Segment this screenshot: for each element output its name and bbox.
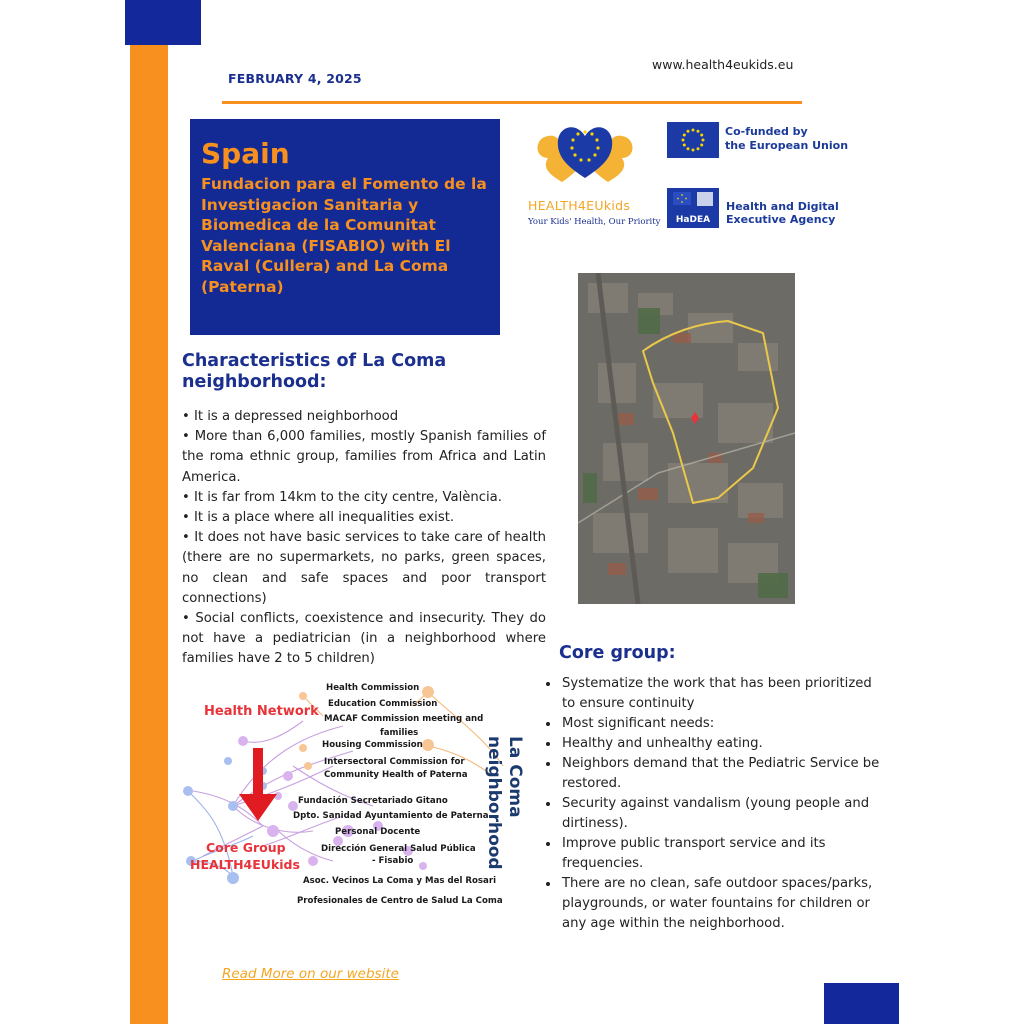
la-coma-neighborhood-label <box>483 736 525 916</box>
core-group-line-2: HEALTH4EUkids <box>190 857 300 872</box>
navy-corner-block-top <box>125 0 201 45</box>
eu-cofunded-text <box>725 125 848 153</box>
network-node-label: - Fisabio <box>372 856 414 866</box>
list-item: • Most significant needs: <box>560 714 880 734</box>
network-node-label: families <box>380 728 419 738</box>
network-node-label: Dirección General Salud Pública <box>321 844 476 854</box>
list-item: • It does not have basic services to take care of health (there are no supermarkets, no parks, green spaces, no clean and safe spaces and poor transport connections) <box>182 530 546 606</box>
header-divider <box>222 101 802 104</box>
title-country: Spain <box>201 137 290 170</box>
characteristics-list <box>182 407 546 670</box>
list-item: • It is a depressed neighborhood <box>182 409 399 424</box>
down-arrow-icon <box>239 794 277 821</box>
list-item: • Security against vandalism (young people and dirtiness). <box>560 794 880 834</box>
hadea-line-2: Executive Agency <box>726 213 836 226</box>
characteristics-heading: Characteristics of La Coma neighborhood: <box>182 351 447 392</box>
list-item: • It is a place where all inequalities exist. <box>182 510 455 526</box>
hadea-line-1: Health and Digital <box>726 200 839 213</box>
navy-corner-block-bottom <box>824 983 899 1024</box>
list-item: • Social conflicts, coexistence and insecurity. They do not have a pediatrician (in a neighborhood where families have 2 to 5 children) <box>182 611 546 667</box>
health-network-diagram <box>183 676 523 916</box>
health-network-label: Health Network <box>204 704 319 719</box>
health4eukids-hearts-logo-icon <box>534 118 636 190</box>
la-coma-line-1: La Coma <box>505 736 525 818</box>
title-organization: Fundacion para el Fomento de la Investigacion Sanitaria y Biomedica de la Comunitat Valenciana (FISABIO) with El Raval (Cullera) and La Coma (Paterna) <box>201 175 487 296</box>
orange-side-bar <box>130 0 168 1024</box>
list-item: • It is far from 14km to the city centre, València. <box>182 489 502 505</box>
list-item: • Improve public transport service and its frequencies. <box>560 834 880 874</box>
network-node-label: Health Commission <box>326 683 420 693</box>
network-node-label: Education Commission <box>328 699 438 709</box>
core-group-label <box>190 839 300 873</box>
network-node-label: Dpto. Sanidad Ayuntamiento de Paterna <box>293 811 489 821</box>
arrow-shaft <box>253 748 263 798</box>
core-group-heading: Core group: <box>559 643 676 663</box>
eu-flag-icon <box>667 122 719 158</box>
core-group-line-1: Core Group <box>206 840 286 855</box>
eu-line-1: Co-funded by <box>725 125 808 138</box>
eu-line-2: the European Union <box>725 139 849 152</box>
core-group-list <box>542 674 880 934</box>
network-node-label: Fundación Secretariado Gitano <box>298 796 448 806</box>
satellite-map-la-coma <box>578 273 795 604</box>
network-node-label: MACAF Commission meeting and <box>324 714 484 724</box>
hadea-label: HaDEA <box>675 215 711 225</box>
network-node-label: Personal Docente <box>335 827 421 837</box>
list-item: • There are no clean, safe outdoor spaces/parks, playgrounds, or water fountains for children or any age within the neighborhood. <box>560 874 880 934</box>
network-node-label: Housing Commission <box>322 740 423 750</box>
network-node-label: Intersectoral Commission for <box>324 757 465 767</box>
list-item: • Healthy and unhealthy eating. <box>560 734 880 754</box>
website-link[interactable]: www.health4eukids.eu <box>652 57 794 72</box>
list-item: • Neighbors demand that the Pediatric Service be restored. <box>560 754 880 794</box>
la-coma-line-2: neighborhood <box>484 736 504 870</box>
hadea-agency-text <box>726 200 839 226</box>
list-item: • Systematize the work that has been prioritized to ensure continuity <box>560 674 880 714</box>
network-node-label: Community Health of Paterna <box>324 770 468 780</box>
list-item: • More than 6,000 families, mostly Spanish families of the roma ethnic group, families from Africa and Latin America. <box>182 429 546 485</box>
project-name: HEALTH4EUkids <box>528 198 631 213</box>
publication-date: FEBRUARY 4, 2025 <box>228 71 362 86</box>
read-more-link[interactable]: Read More on our website <box>222 966 399 982</box>
project-tagline: Your Kids' Health, Our Priority <box>528 217 661 227</box>
network-node-label: Profesionales de Centro de Salud La Coma <box>297 896 503 906</box>
network-node-label: Asoc. Vecinos La Coma y Mas del Rosari <box>303 876 497 886</box>
title-box <box>190 119 500 335</box>
